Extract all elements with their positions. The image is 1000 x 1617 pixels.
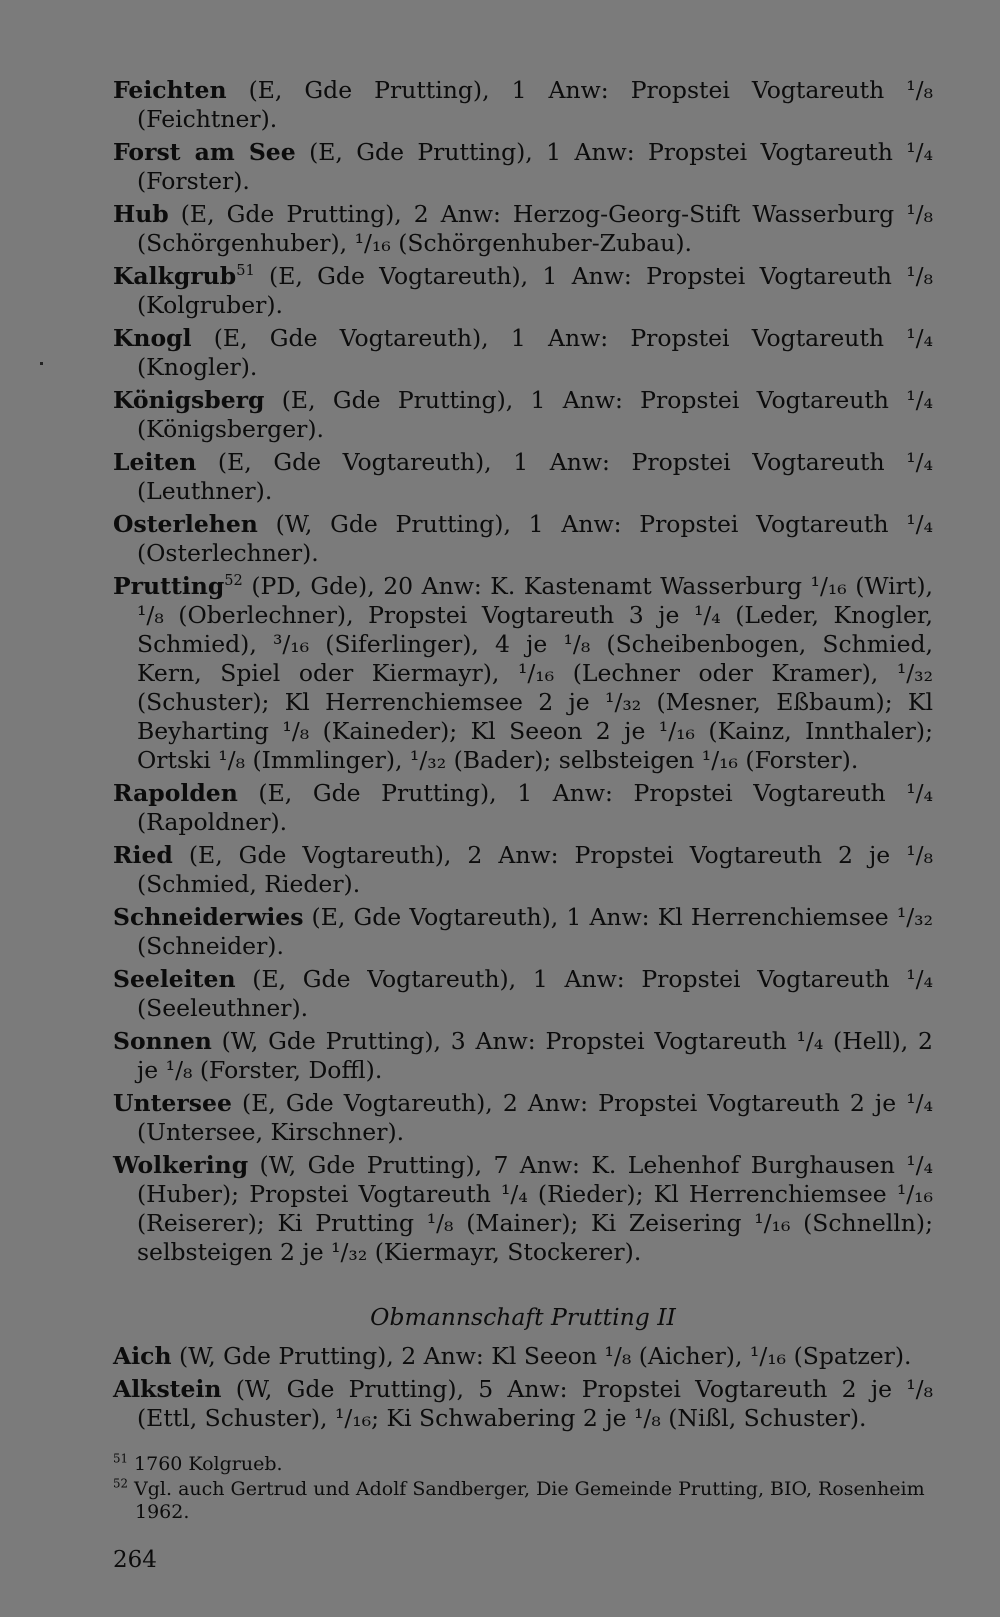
entry (113, 903, 933, 961)
entry-name: Prutting (113, 572, 225, 600)
entry-name: Kalkgrub (113, 262, 237, 290)
entry-text: (W, Gde Prutting), 3 Anw: Propstei Vogtareuth ¹/₄ (Hell), 2 je ¹/₈ (Forster, Doffl). (137, 1027, 933, 1084)
footnote-number: 52 (113, 1476, 128, 1491)
page-body (113, 76, 933, 1575)
entry (113, 1027, 933, 1085)
entry-name: Sonnen (113, 1027, 212, 1055)
entry-text: (E, Gde Vogtareuth), 1 Anw: Propstei Vogtareuth ¹/₄ (Knogler). (137, 324, 933, 381)
entry (113, 200, 933, 258)
entry-name: Untersee (113, 1089, 232, 1117)
entry-text: (E, Gde Prutting), 1 Anw: Propstei Vogtareuth ¹/₄ (Rapoldner). (137, 779, 933, 836)
entry (113, 386, 933, 444)
entry (113, 448, 933, 506)
entry (113, 138, 933, 196)
footnote-text: Vgl. auch Gertrud und Adolf Sandberger, Die Gemeinde Prutting, BIO, Rosenheim 1962. (127, 1478, 925, 1523)
entry-name: Schneiderwies (113, 903, 304, 931)
entry-name: Seeleiten (113, 965, 236, 993)
entry-text: (E, Gde Vogtareuth), 1 Anw: Kl Herrenchiemsee ¹/₃₂ (Schneider). (137, 903, 933, 960)
page-number: 264 (113, 1547, 157, 1573)
entry (113, 779, 933, 837)
footnote-ref: 51 (236, 262, 255, 280)
entry-name: Hub (113, 200, 169, 228)
footnotes (113, 1453, 933, 1524)
entry-text: (E, Gde Vogtareuth), 2 Anw: Propstei Vogtareuth 2 je ¹/₄ (Untersee, Kirschner). (137, 1089, 933, 1146)
footnote (113, 1453, 933, 1476)
entry (113, 1089, 933, 1147)
entry-text: (W, Gde Prutting), 2 Anw: Kl Seeon ¹/₈ (Aicher), ¹/₁₆ (Spatzer). (171, 1342, 912, 1370)
section-title: Obmannschaft Prutting II (370, 1303, 676, 1331)
entry (113, 1342, 933, 1371)
entry (113, 572, 933, 775)
entry-name: Forst am See (113, 138, 296, 166)
entry-name: Königsberg (113, 386, 265, 414)
entry-name: Osterlehen (113, 510, 258, 538)
entry-text: (W, Gde Prutting), 5 Anw: Propstei Vogtareuth 2 je ¹/₈ (Ettl, Schuster), ¹/₁₆; Ki Schwabering 2 je ¹/₈ (Nißl, Schuster). (137, 1375, 933, 1432)
entry (113, 76, 933, 134)
entry-text: (W, Gde Prutting), 7 Anw: K. Lehenhof Burghausen ¹/₄ (Huber); Propstei Vogtareuth ¹/₄ (Rieder); Kl Herrenchiemsee ¹/₁₆ (Reiserer); Ki Prutting ¹/₈ (Mainer); Ki Zeisering ¹/₁₆ (Schnelln); selbsteigen 2 je ¹/₃₂ (Kiermayr, Stockerer). (137, 1151, 933, 1266)
entry (113, 1375, 933, 1433)
footnote-number: 51 (113, 1451, 128, 1466)
entry (113, 510, 933, 568)
entry (113, 324, 933, 382)
entry-name: Feichten (113, 76, 227, 104)
footnote (113, 1478, 933, 1524)
entry-name: Rapolden (113, 779, 238, 807)
entry-text: (E, Gde Vogtareuth), 1 Anw: Propstei Vogtareuth ¹/₄ (Seeleuthner). (137, 965, 933, 1022)
entry-text: (E, Gde Vogtareuth), 1 Anw: Propstei Vogtareuth ¹/₈ (Kolgruber). (137, 262, 933, 319)
entry (113, 965, 933, 1023)
entry-text: (E, Gde Prutting), 1 Anw: Propstei Vogtareuth ¹/₈ (Feichtner). (137, 76, 933, 133)
entry-name: Alkstein (113, 1375, 222, 1403)
entry (113, 1151, 933, 1267)
entry-text: (E, Gde Prutting), 2 Anw: Herzog-Georg-Stift Wasserburg ¹/₈ (Schörgenhuber), ¹/₁₆ (Schörgenhuber-Zubau). (137, 200, 933, 257)
entry-list (113, 76, 933, 1267)
scan-speck (40, 362, 43, 365)
entry-text: (E, Gde Prutting), 1 Anw: Propstei Vogtareuth ¹/₄ (Forster). (137, 138, 933, 195)
entry-text: (W, Gde Prutting), 1 Anw: Propstei Vogtareuth ¹/₄ (Osterlechner). (137, 510, 933, 567)
entry (113, 841, 933, 899)
entry-list-2 (113, 1342, 933, 1433)
entry-text: (E, Gde Vogtareuth), 1 Anw: Propstei Vogtareuth ¹/₄ (Leuthner). (137, 448, 933, 505)
entry-name: Leiten (113, 448, 197, 476)
entry-text: (PD, Gde), 20 Anw: K. Kastenamt Wasserburg ¹/₁₆ (Wirt), ¹/₈ (Oberlechner), Propstei Vogtareuth 3 je ¹/₄ (Leder, Knogler, Schmied), ³/₁₆ (Siferlinger), 4 je ¹/₈ (Scheibenbogen, Schmied, Kern, Spiel oder Kiermayr), ¹/₁₆ (Lechner oder Kramer), ¹/₃₂ (Schuster); Kl Herrenchiemsee 2 je ¹/₃₂ (Mesner, Eßbaum); Kl Beyharting ¹/₈ (Kaineder); Kl Seeon 2 je ¹/₁₆ (Kainz, Innthaler); Ortski ¹/₈ (Immlinger), ¹/₃₂ (Bader); selbsteigen ¹/₁₆ (Forster). (137, 572, 933, 774)
footnote-ref: 52 (224, 572, 243, 590)
entry-name: Knogl (113, 324, 192, 352)
entry-name: Aich (113, 1342, 172, 1370)
entry-text: (E, Gde Vogtareuth), 2 Anw: Propstei Vogtareuth 2 je ¹/₈ (Schmied, Rieder). (137, 841, 933, 898)
entry-text: (E, Gde Prutting), 1 Anw: Propstei Vogtareuth ¹/₄ (Königsberger). (137, 386, 933, 443)
entry (113, 262, 933, 320)
entry-name: Wolkering (113, 1151, 249, 1179)
footnote-text: 1760 Kolgrueb. (127, 1453, 283, 1475)
entry-name: Ried (113, 841, 173, 869)
